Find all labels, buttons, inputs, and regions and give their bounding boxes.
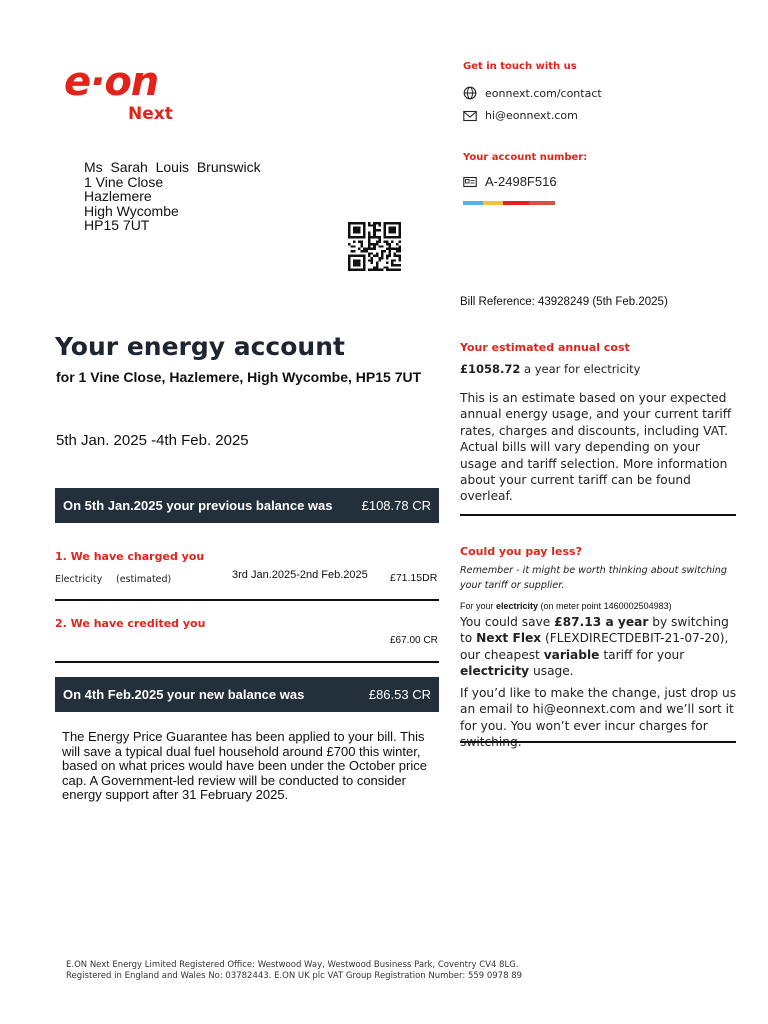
contact-heading: Get in touch with us [463, 61, 577, 72]
tariff-type: variable [543, 647, 600, 662]
new-balance-label: On 4th Feb.2025 your new balance was [63, 687, 305, 702]
contact-website-link[interactable]: eonnext.com/contact [485, 86, 602, 100]
previous-balance-amount: £108.78 CR [361, 498, 431, 513]
annual-cost-description: This is an estimate based on your expected annual energy usage, and your current tariff rates, charges and discounts, including VAT. Actual bills will vary depending on your usage and tariff selection. More information about your current tariff can be found overleaf. [460, 391, 732, 504]
address-postcode: HP15 7UT [84, 217, 150, 233]
new-balance-bar [55, 677, 439, 712]
savings-part: usage. [529, 664, 574, 679]
envelope-icon [463, 110, 477, 122]
meter-prefix: For your [460, 601, 497, 611]
meter-fuel: electricity [496, 601, 539, 611]
charged-heading: 1. We have charged you [55, 550, 205, 563]
savings-part: by switching to [460, 615, 729, 646]
qr-code [348, 222, 401, 271]
charged-amount: £71.15DR [390, 572, 438, 584]
previous-balance-bar [55, 488, 439, 523]
energy-price-guarantee-text: The Energy Price Guarantee has been applied to your bill. This will save a typical dual fuel household around £700 this winter, based on what prices would have been under the October price cap. A Government-led review will be conducted to consider energy support after 31 February 2025. [62, 729, 427, 802]
page-title: Your energy account [55, 332, 345, 361]
account-address-subtitle: for 1 Vine Close, Hazlemere, High Wycombe, HP15 7UT [56, 369, 422, 385]
footer-line-2: Registered in England and Wales No: 03782443. E.ON UK plc VAT Group Registration Number: 559 0978 89 [66, 971, 523, 981]
meter-point-line [460, 601, 672, 611]
charged-item: Electricity [55, 574, 103, 585]
account-number-heading: Your account number: [463, 152, 588, 163]
savings-part: (FLEXDIRECTDEBIT-21-07-20), our cheapest [460, 631, 729, 662]
bill-reference: Bill Reference: 43928249 (5th Feb.2025) [460, 296, 668, 308]
switch-instructions: If you’d like to make the change, just drop us an email to hi@eonnext.com and we’ll sort it for you. You won’t ever incur charges for [460, 686, 737, 733]
credited-heading: 2. We have credited you [55, 617, 206, 630]
address-line-1: 1 Vine Close [84, 173, 164, 190]
divider [460, 741, 736, 743]
credited-amount: £67.00 CR [390, 635, 438, 646]
charged-note: (estimated) [116, 574, 172, 585]
id-card-icon [463, 176, 477, 188]
account-number-value: A-2498F516 [485, 174, 557, 189]
annual-cost-suffix: a year for electricity [520, 362, 641, 376]
savings-part: You could save [460, 615, 555, 629]
account-number-row [463, 174, 557, 189]
meter-suffix: (on meter point 1460002504983) [538, 601, 672, 611]
eon-logo-next: Next [128, 104, 173, 124]
divider [460, 514, 736, 516]
address-line-2: Hazlemere [84, 188, 152, 204]
new-balance-amount: £86.53 CR [368, 687, 431, 702]
previous-balance-label: On 5th Jan.2025 your previous balance was [63, 498, 333, 513]
recipient-name: Ms Sarah Louis Brunswick [84, 159, 261, 175]
pay-less-heading: Could you pay less? [460, 545, 582, 558]
legal-footer [66, 960, 522, 982]
footer-line-1: E.ON Next Energy Limited Registered Office: Westwood Way, Westwood Business Park, Coventry CV4 8LG. [66, 960, 519, 970]
savings-amount: £87.13 a year [554, 615, 649, 629]
annual-cost-amount: £1058.72 [460, 362, 521, 376]
contact-website-row[interactable] [463, 86, 602, 100]
annual-cost-heading: Your estimated annual cost [460, 341, 630, 354]
eon-logo: e·on [64, 59, 159, 105]
charged-dates: 3rd Jan.2025-2nd Feb.2025 [232, 569, 368, 581]
divider [55, 661, 439, 663]
billing-period: 5th Jan. 2025 -4th Feb. 2025 [56, 432, 249, 449]
divider [55, 599, 439, 601]
pay-less-remember: Remember - it might be worth thinking about switching your tariff or supplier. [460, 565, 727, 591]
address-line-3: High Wycombe [84, 202, 179, 219]
savings-text [460, 614, 740, 680]
recipient-address [84, 160, 261, 233]
savings-part: tariff for your [599, 647, 685, 662]
annual-cost-line [460, 361, 640, 377]
brand-color-bar [463, 201, 555, 205]
contact-email-row[interactable] [463, 109, 578, 122]
savings-fuel: electricity [460, 664, 530, 679]
globe-icon [463, 86, 477, 100]
contact-email-link[interactable]: hi@eonnext.com [485, 109, 578, 122]
tariff-name: Next Flex [476, 631, 542, 646]
